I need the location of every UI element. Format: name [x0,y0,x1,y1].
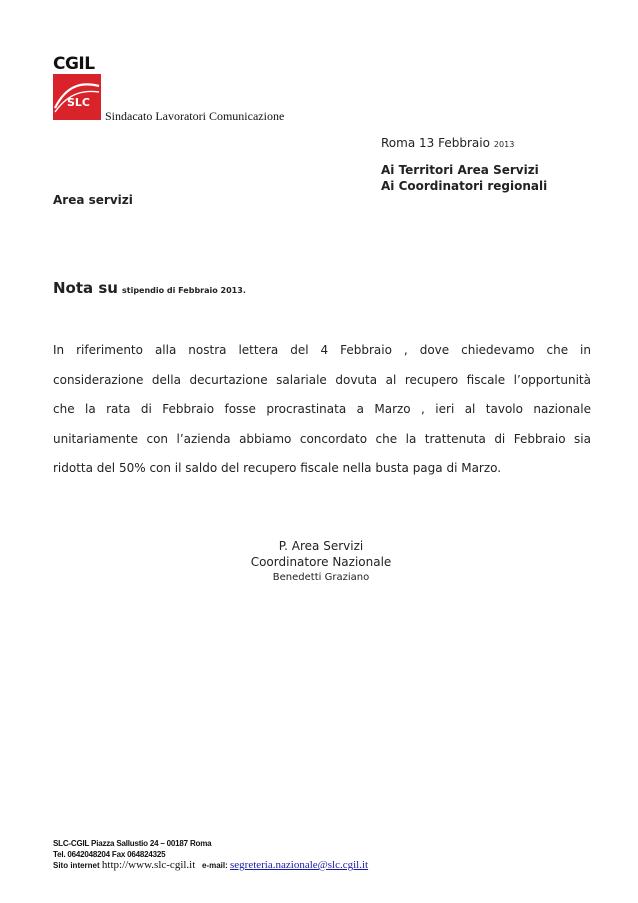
footer-site-label: Sito internet [53,861,100,870]
footer [53,838,368,871]
cgil-slc-logo [53,54,101,120]
footer-phone: Tel. 0642048204 Fax 064824325 [53,850,166,859]
recipient-line: Ai Territori Area Servizi [381,163,539,177]
signature-role: P. Area Servizi [278,539,364,553]
recipient-line: Ai Coordinatori regionali [381,179,548,193]
footer-email-link[interactable]: segreteria.nazionale@slc.cgil.it [230,859,369,871]
body-line: ridotta del 50% con il saldo del recupero fiscale nella busta paga di Marzo. [53,461,502,475]
footer-email-label: e-mail: [201,861,228,870]
letter-body [53,336,591,484]
subject-line [53,278,246,297]
body-line: In riferimento alla nostra lettera del 4 Febbraio , dove chiedevamo che in [53,343,591,357]
signature-block [196,538,446,586]
organization-name: Sindacato Lavoratori Comunicazione [105,109,285,123]
footer-contacts [53,860,368,871]
body-line: unitariamente con l’azienda abbiamo concordato che la trattenuta di Febbraio sia [53,431,591,446]
date-line [381,136,514,150]
footer-site-link[interactable]: http://www.slc-cgil.it [101,859,196,871]
signature-name: Benedetti Graziano [272,572,370,583]
subject-prefix: Nota su [53,279,118,297]
recipients-block [381,162,547,194]
signature-title: Coordinatore Nazionale [250,555,392,569]
logo-slc-box [53,74,101,120]
logo-slc-text: SLC [67,96,91,109]
date-text: Roma 13 Febbraio [381,136,490,150]
area-label: Area servizi [53,193,133,207]
subject-text: stipendio di Febbraio 2013. [121,286,246,295]
date-year: 2013 [493,140,515,149]
logo-cgil-text: CGIL [53,54,95,74]
body-line: considerazione della decurtazione salariale dovuta al recupero fiscale l’opportunità [53,372,591,387]
body-line: che la rata di Febbraio fosse procrastinata a Marzo , ieri al tavolo nazionale [53,402,591,416]
footer-address: SLC-CGIL Piazza Sallustio 24 – 00187 Roma [53,839,212,848]
